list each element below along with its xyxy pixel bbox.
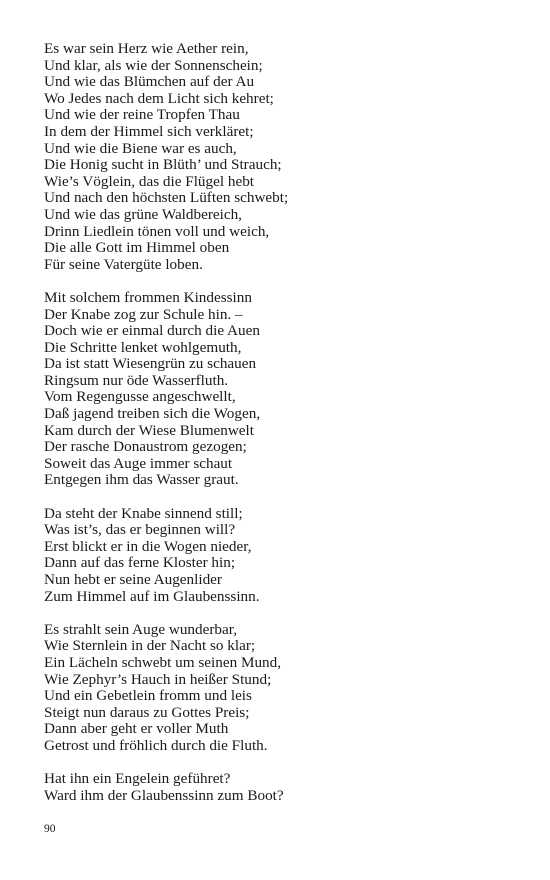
verse-line: Ringsum nur öde Wasserfluth. xyxy=(44,371,229,389)
verse-line: Dann auf das ferne Kloster hin; xyxy=(44,554,236,572)
verse-line: Und wie das grüne Waldbereich, xyxy=(44,205,242,223)
verse-line: Dann aber geht er voller Muth xyxy=(44,720,229,738)
verse-line: Hat ihn ein Engelein geführet? xyxy=(44,770,231,788)
verse-line: Die Honig sucht in Blüth’ und Strauch; xyxy=(44,156,282,174)
verse-line: Da ist statt Wiesengrün zu schauen xyxy=(44,355,257,373)
stanza-4 xyxy=(44,622,514,755)
stanza-5 xyxy=(44,771,514,804)
stanza-3 xyxy=(44,506,514,606)
verse-line: Getrost und fröhlich durch die Fluth. xyxy=(44,736,268,754)
verse-line: Ein Lächeln schwebt um seinen Mund, xyxy=(44,653,282,671)
verse-line: Kam durch der Wiese Blumenwelt xyxy=(44,421,254,439)
verse-line: Und nach den höchsten Lüften schwebt; xyxy=(44,189,289,207)
verse-line: Und klar, als wie der Sonnenschein; xyxy=(44,56,263,74)
verse-line: Soweit das Auge immer schaut xyxy=(44,454,233,472)
verse-line: Ward ihm der Glaubenssinn zum Boot? xyxy=(44,786,284,804)
verse-line: Der rasche Donaustrom gezogen; xyxy=(44,438,247,456)
verse-line: Erst blickt er in die Wogen nieder, xyxy=(44,537,252,555)
verse-line: Wie Sternlein in der Nacht so klar; xyxy=(44,637,256,655)
page-number: 90 xyxy=(44,823,56,835)
verse-line: Die alle Gott im Himmel oben xyxy=(44,239,230,257)
verse-line: Wie Zephyr’s Hauch in heißer Stund; xyxy=(44,670,272,688)
verse-line: Der Knabe zog zur Schule hin. – xyxy=(44,305,243,323)
verse-line: Und wie das Blümchen auf der Au xyxy=(44,73,255,91)
verse-line: Es strahlt sein Auge wunderbar, xyxy=(44,620,237,638)
verse-line: Vom Regengusse angeschwellt, xyxy=(44,388,236,406)
stanza-1 xyxy=(44,41,514,273)
verse-line: Da steht der Knabe sinnend still; xyxy=(44,504,243,522)
verse-line: Mit solchem frommen Kindessinn xyxy=(44,288,252,306)
verse-line: Und wie die Biene war es auch, xyxy=(44,139,237,157)
poem-text xyxy=(44,41,514,821)
verse-line: Für seine Vatergüte loben. xyxy=(44,255,203,273)
verse-line: Entgegen ihm das Wasser graut. xyxy=(44,471,239,489)
verse-line: Die Schritte lenket wohlgemuth, xyxy=(44,338,242,356)
verse-line: Nun hebt er seine Augenlider xyxy=(44,571,222,588)
verse-line: Drinn Liedlein tönen voll und weich, xyxy=(44,222,270,240)
verse-line: Wo Jedes nach dem Licht sich kehret; xyxy=(44,89,274,107)
verse-line: Und wie der reine Tropfen Thau xyxy=(44,106,240,124)
verse-line: In dem der Himmel sich verkläret; xyxy=(44,122,254,140)
verse-line: Und ein Gebetlein fromm und leis xyxy=(44,687,252,705)
verse-line: Doch wie er einmal durch die Auen xyxy=(44,322,260,340)
verse-line: Daß jagend treiben sich die Wogen, xyxy=(44,405,261,423)
verse-line: Steigt nun daraus zu Gottes Preis; xyxy=(44,703,250,721)
stanza-2 xyxy=(44,290,514,489)
verse-line: Wie’s Vöglein, das die Flügel hebt xyxy=(44,172,255,190)
verse-line: Zum Himmel auf im Glaubenssinn. xyxy=(44,587,260,605)
verse-line: Es war sein Herz wie Aether rein, xyxy=(44,40,249,57)
verse-line: Was ist’s, das er beginnen will? xyxy=(44,521,236,539)
